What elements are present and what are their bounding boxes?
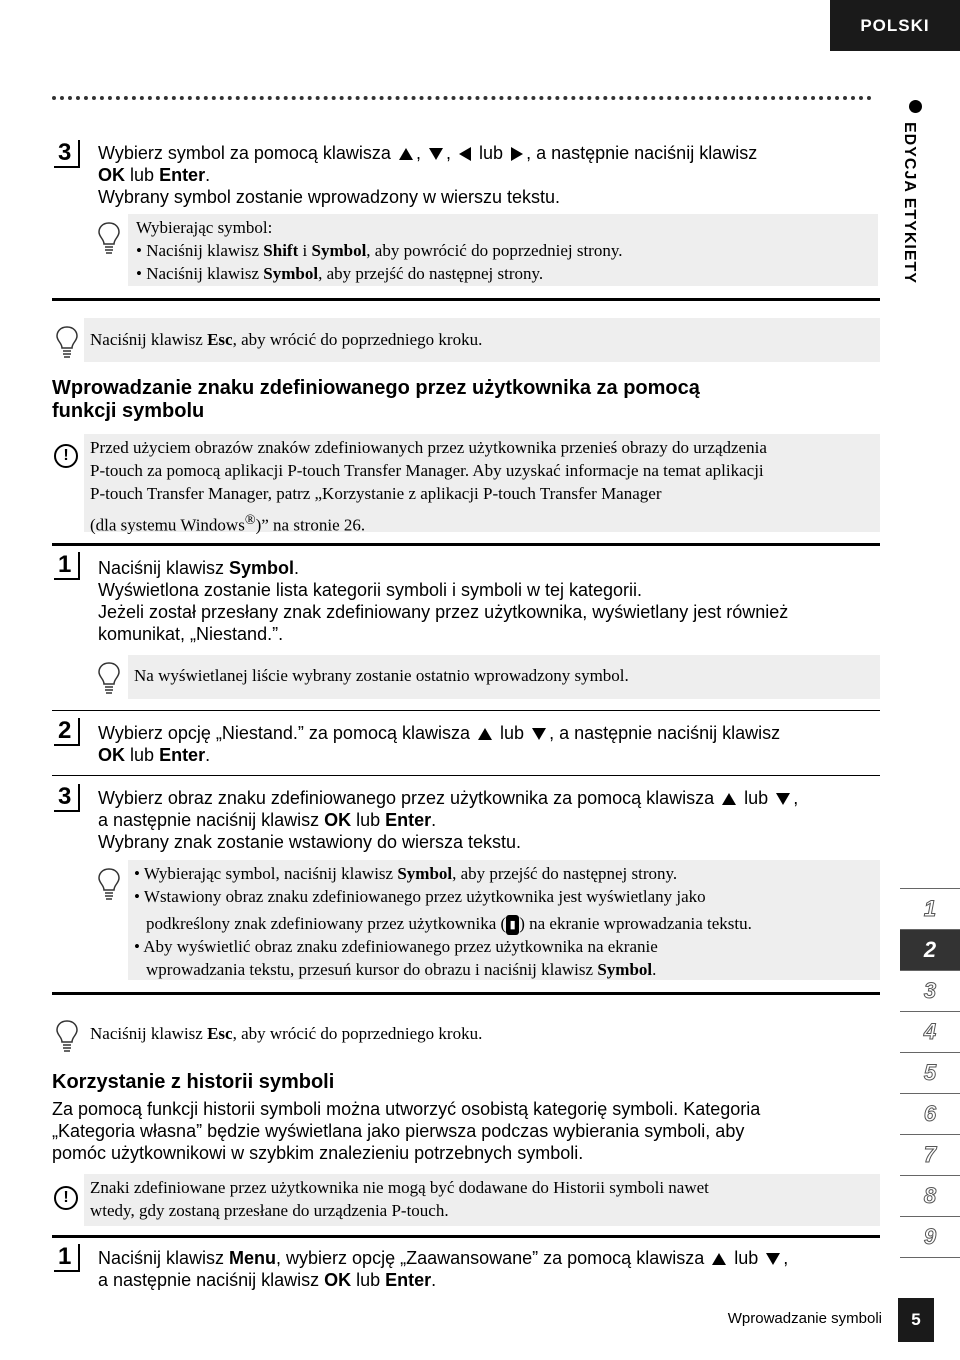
bullet-dot-icon xyxy=(909,100,922,113)
para-line: pomóc użytkownikowi w szybkim znalezieniu potrzebnych symboli. xyxy=(52,1143,584,1163)
or-text: lub xyxy=(130,745,155,765)
lightbulb-icon xyxy=(54,324,80,360)
step-text: , wybierz opcję „Zaawansowane” za pomocą klawisza xyxy=(276,1248,705,1268)
step-number: 2 xyxy=(54,718,80,746)
arrow-right-icon xyxy=(511,147,523,161)
warning-icon: ! xyxy=(54,1186,78,1210)
tip-text: • Wstawiony obraz znaku zdefiniowanego przez użytkownika jest wyświetlany jako xyxy=(134,887,706,906)
key-ok: OK xyxy=(98,165,125,185)
or-text: lub xyxy=(479,143,504,163)
chapter-tab-2[interactable]: 2 xyxy=(900,930,960,970)
footer-title: Wprowadzanie symboli xyxy=(727,1310,882,1327)
step-2-text xyxy=(98,722,888,766)
chapter-index xyxy=(900,888,960,1258)
step-1-text xyxy=(98,557,888,645)
tip-text: • Naciśnij klawisz xyxy=(136,241,264,260)
section-side-title xyxy=(898,96,938,316)
step-divider xyxy=(52,710,880,711)
arrow-down-icon xyxy=(776,793,790,805)
para-line: Za pomocą funkcji historii symboli można utworzyć osobistą kategorię symboli. Kategoria xyxy=(52,1099,761,1119)
chapter-tab-6[interactable]: 6 xyxy=(923,1101,937,1126)
step-number: 1 xyxy=(54,1244,80,1272)
tip-text: ) na ekranie wprowadzania tekstu. xyxy=(519,914,752,933)
step-number: 3 xyxy=(54,784,80,812)
arrow-up-icon xyxy=(722,793,736,805)
key-enter: Enter xyxy=(159,745,206,765)
key-enter: Enter xyxy=(385,1270,432,1290)
user-char-icon: ▮ xyxy=(506,915,519,935)
chapter-tab-8[interactable]: 8 xyxy=(923,1183,937,1208)
chapter-tab-7[interactable]: 7 xyxy=(923,1142,937,1167)
or-text: lub xyxy=(130,165,155,185)
section-rule xyxy=(52,543,880,546)
key-esc: Esc xyxy=(207,330,233,349)
tip-text: Naciśnij klawisz xyxy=(90,330,208,349)
step-text: Jeżeli został przesłany znak zdefiniowany przez użytkownika, wyświetlany jest również xyxy=(98,602,789,622)
step-3-text xyxy=(98,787,888,853)
arrow-down-icon xyxy=(532,728,546,740)
step-divider xyxy=(52,775,880,776)
tip-text: podkreślony znak zdefiniowany przez użytkownika ( xyxy=(146,914,507,933)
step-text: a następnie naciśnij klawisz xyxy=(98,1270,325,1290)
lightbulb-icon xyxy=(96,220,122,256)
arrow-up-icon xyxy=(399,148,413,160)
tip-text: i xyxy=(298,241,312,260)
warning-box xyxy=(84,1174,880,1226)
tip-box: Na wyświetlanej liście wybrany zostanie ostatnio wprowadzony symbol. xyxy=(128,655,880,699)
page-number: 5 xyxy=(898,1298,934,1342)
tip-text: , aby przejść do następnej strony. xyxy=(318,264,544,283)
or-text: lub xyxy=(500,723,525,743)
step-1-text xyxy=(98,1247,888,1291)
or-text: lub xyxy=(734,1248,759,1268)
key-enter: Enter xyxy=(159,165,206,185)
step-text: Naciśnij klawisz xyxy=(98,558,230,578)
punct: . xyxy=(431,810,437,830)
punct: . xyxy=(652,960,657,980)
esc-tip xyxy=(84,1024,880,1052)
tip-text: • Naciśnij klawisz xyxy=(136,264,264,283)
tip-box xyxy=(128,860,880,980)
section-paragraph xyxy=(52,1098,888,1164)
step-text: Naciśnij klawisz xyxy=(98,1248,230,1268)
warning-text: Przed użyciem obrazów znaków zdefiniowanych przez użytkownika przenieś obrazy do urządzenia xyxy=(90,438,767,457)
punct: , xyxy=(783,1248,789,1268)
warning-box xyxy=(84,434,880,535)
chapter-tab-3[interactable]: 3 xyxy=(923,978,937,1003)
warning-text: )” na stronie 26. xyxy=(255,515,366,535)
step-text: a następnie naciśnij klawisz xyxy=(98,810,325,830)
lightbulb-icon xyxy=(96,660,122,696)
punct: , xyxy=(793,788,799,808)
warning-text: Znaki zdefiniowane przez użytkownika nie mogą być dodawane do Historii symboli nawet xyxy=(90,1178,709,1197)
warning-text: P-touch Transfer Manager, patrz „Korzystanie z aplikacji P-touch Transfer Manager xyxy=(90,484,662,503)
section-rule xyxy=(52,1235,880,1238)
key-esc: Esc xyxy=(207,1024,233,1043)
step-text: Wyświetlona zostanie lista kategorii symboli i symboli w tej kategorii. xyxy=(98,580,643,600)
lightbulb-icon xyxy=(54,1018,80,1054)
step-text: Wybierz symbol za pomocą klawisza xyxy=(98,143,391,163)
section-rule xyxy=(52,298,880,301)
punct: . xyxy=(205,165,211,185)
tip-title: Wybierając symbol: xyxy=(136,218,273,237)
chapter-tab-1[interactable]: 1 xyxy=(923,896,937,921)
language-tab: POLSKI xyxy=(830,0,960,51)
step-number: 1 xyxy=(54,552,80,580)
step-result: Wybrany znak zostanie wstawiony do wiersza tekstu. xyxy=(98,832,522,852)
warning-icon: ! xyxy=(54,444,78,468)
separator: , xyxy=(415,143,421,163)
tip-text: , aby wrócić do poprzedniego kroku. xyxy=(232,330,483,349)
key-symbol: Symbol xyxy=(229,558,295,578)
key-shift: Shift xyxy=(263,241,299,260)
step-text: komunikat, „Niestand.”. xyxy=(98,624,284,644)
tip-box xyxy=(128,214,878,286)
key-symbol: Symbol xyxy=(597,960,653,980)
key-ok: OK xyxy=(98,745,125,765)
dotted-divider xyxy=(52,96,872,100)
punct: . xyxy=(431,1270,437,1290)
warning-text: wtedy, gdy zostaną przesłane do urządzenia P-touch. xyxy=(90,1201,449,1220)
chapter-tab-4[interactable]: 4 xyxy=(923,1019,937,1044)
arrow-down-icon xyxy=(429,148,443,160)
arrow-left-icon xyxy=(459,147,471,161)
key-enter: Enter xyxy=(385,810,432,830)
separator: , xyxy=(445,143,451,163)
tip-text: , aby przejść do następnej strony. xyxy=(452,864,678,883)
step-text: Wybierz opcję „Niestand.” za pomocą klawisza xyxy=(98,723,470,743)
tip-text: , aby wrócić do poprzedniego kroku. xyxy=(232,1024,483,1043)
warning-text: P-touch za pomocą aplikacji P-touch Transfer Manager. Aby uzyskać informacje na temat aplikacji xyxy=(90,461,764,480)
chapter-tab-5[interactable]: 5 xyxy=(923,1060,937,1085)
section-title-text: EDYCJA ETYKIETY xyxy=(901,122,918,284)
lightbulb-icon xyxy=(96,866,122,902)
step-result: Wybrany symbol zostanie wprowadzony w wierszu tekstu. xyxy=(98,187,561,207)
heading-line: funkcji symbolu xyxy=(52,400,205,422)
punct: . xyxy=(205,745,211,765)
or-text: lub xyxy=(744,788,769,808)
key-symbol: Symbol xyxy=(263,264,319,283)
or-text: lub xyxy=(351,810,386,830)
step-text: , a następnie naciśnij klawisz xyxy=(526,143,758,163)
key-symbol: Symbol xyxy=(397,864,453,883)
key-ok: OK xyxy=(324,810,352,830)
step-number: 3 xyxy=(54,140,80,168)
step-3-text xyxy=(98,142,888,208)
tip-text: • Aby wyświetlić obraz znaku zdefiniowanego przez użytkownika na ekranie xyxy=(134,937,658,957)
section-rule xyxy=(52,992,880,995)
tip-text: • Wybierając symbol, naciśnij klawisz xyxy=(134,864,398,883)
tip-text: Naciśnij klawisz xyxy=(90,1024,208,1043)
tip-text: wprowadzania tekstu, przesuń kursor do obrazu i naciśnij klawisz xyxy=(146,960,598,980)
step-text: Wybierz obraz znaku zdefiniowanego przez użytkownika za pomocą klawisza xyxy=(98,788,715,808)
registered-mark: ® xyxy=(244,512,256,528)
key-ok: OK xyxy=(324,1270,352,1290)
arrow-up-icon xyxy=(712,1253,726,1265)
esc-tip xyxy=(84,318,880,362)
key-menu: Menu xyxy=(229,1248,277,1268)
punct: . xyxy=(294,558,300,578)
para-line: „Kategoria własna” będzie wyświetlana jako pierwsza podczas wybierania symboli, aby xyxy=(52,1121,745,1141)
arrow-up-icon xyxy=(478,728,492,740)
chapter-tab-9[interactable]: 9 xyxy=(923,1224,937,1249)
section-heading: Korzystanie z historii symboli xyxy=(52,1071,335,1093)
chapter-divider xyxy=(900,1257,960,1258)
warning-text: (dla systemu Windows xyxy=(90,515,245,535)
arrow-down-icon xyxy=(766,1253,780,1265)
step-text: , a następnie naciśnij klawisz xyxy=(549,723,781,743)
section-heading xyxy=(52,377,882,423)
heading-line: Wprowadzanie znaku zdefiniowanego przez użytkownika za pomocą xyxy=(52,377,700,399)
key-symbol: Symbol xyxy=(311,241,367,260)
tip-text: , aby powrócić do poprzedniej strony. xyxy=(366,241,623,260)
or-text: lub xyxy=(351,1270,386,1290)
